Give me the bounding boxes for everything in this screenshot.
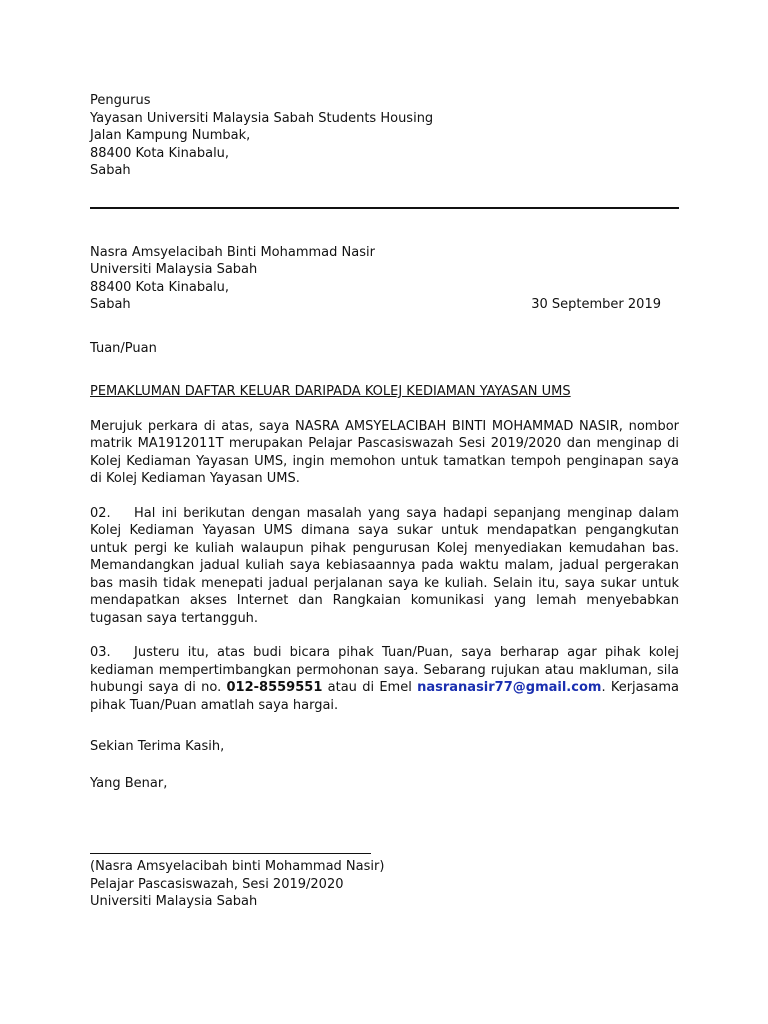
sender-line: 88400 Kota Kinabalu, <box>90 279 230 295</box>
signatory-name: (Nasra Amsyelacibah binti Mohammad Nasir) <box>90 859 385 874</box>
divider-line <box>90 207 679 209</box>
closing-remark: Sekian Terima Kasih, <box>90 739 225 754</box>
sender-address <box>90 244 679 314</box>
sender-line: Universiti Malaysia Sabah <box>90 262 258 277</box>
paragraph-3 <box>90 644 679 714</box>
paragraph-3-text-b: atau di Emel <box>327 680 412 695</box>
paragraph-number: 02. <box>90 505 111 521</box>
paragraph-2 <box>90 505 679 628</box>
sender-line: Sabah <box>90 297 131 312</box>
recipient-line: Yayasan Universiti Malaysia Sabah Students Housing <box>90 110 434 126</box>
paragraph-3-text: Justeru itu, atas budi bicara pihak Tuan/Puan, saya berharap agar pihak kolej kediaman mempertimbangkan permohonan saya. Sebarang rujukan atau makluman, sila hubungi saya di no. <box>90 645 679 695</box>
recipient-line: Jalan Kampung Numbak, <box>90 128 251 143</box>
salutation: Tuan/Puan <box>90 340 157 356</box>
sender-last-line <box>90 296 679 314</box>
paragraph-2-text: Hal ini berikutan dengan masalah yang saya hadapi sepanjang menginap dalam Kolej Kediaman Yayasan UMS dimana saya sukar untuk mendapatkan pengangkutan untuk pergi ke kuliah walaupun pihak pengurusan Kolej menyediakan kemudahan bas. Memandangkan jadual kuliah saya kebiasaannya pada waktu malam, jadual pergerakan bas masih tidak menepati jadual perjalanan saya ke kuliah. Selain itu, saya sukar untuk mendapatkan akses Internet dan Rangkaian komunikasi yang lemah menyebabkan tugasan saya tertangguh. <box>90 505 679 626</box>
signature-line <box>90 853 371 854</box>
paragraph-number: 03. <box>90 645 111 660</box>
phone-number: 012-8559551 <box>226 680 323 695</box>
recipient-line: 88400 Kota Kinabalu, <box>90 145 230 161</box>
signatory-title: Pelajar Pascasiswazah, Sesi 2019/2020 <box>90 876 344 892</box>
letter-date: 30 September 2019 <box>531 297 661 312</box>
email-address[interactable]: nasranasir77@gmail.com <box>417 680 602 695</box>
recipient-line: Sabah <box>90 163 131 178</box>
letter-page <box>90 92 679 911</box>
sign-off: Yang Benar, <box>90 775 168 791</box>
sender-line: Nasra Amsyelacibah Binti Mohammad Nasir <box>90 244 375 260</box>
recipient-address <box>90 92 679 180</box>
paragraph-3-text-c: . Kerjasama pihak Tuan/Puan amatlah saya hargai. <box>90 680 680 713</box>
letter-subject: PEMAKLUMAN DAFTAR KELUAR DARIPADA KOLEJ KEDIAMAN YAYASAN UMS <box>90 384 571 399</box>
signatory-institution: Universiti Malaysia Sabah <box>90 894 258 909</box>
paragraph-1: Merujuk perkara di atas, saya NASRA AMSYELACIBAH BINTI MOHAMMAD NASIR, nombor matrik MA1912011T merupakan Pelajar Pascasiswazah Sesi 2019/2020 dan menginap di Kolej Kediaman Yayasan UMS, ingin memohon untuk tamatkan tempoh penginapan saya di Kolej Kediaman Yayasan UMS. <box>90 418 679 486</box>
signature-block <box>90 858 679 911</box>
recipient-line: Pengurus <box>90 93 151 108</box>
